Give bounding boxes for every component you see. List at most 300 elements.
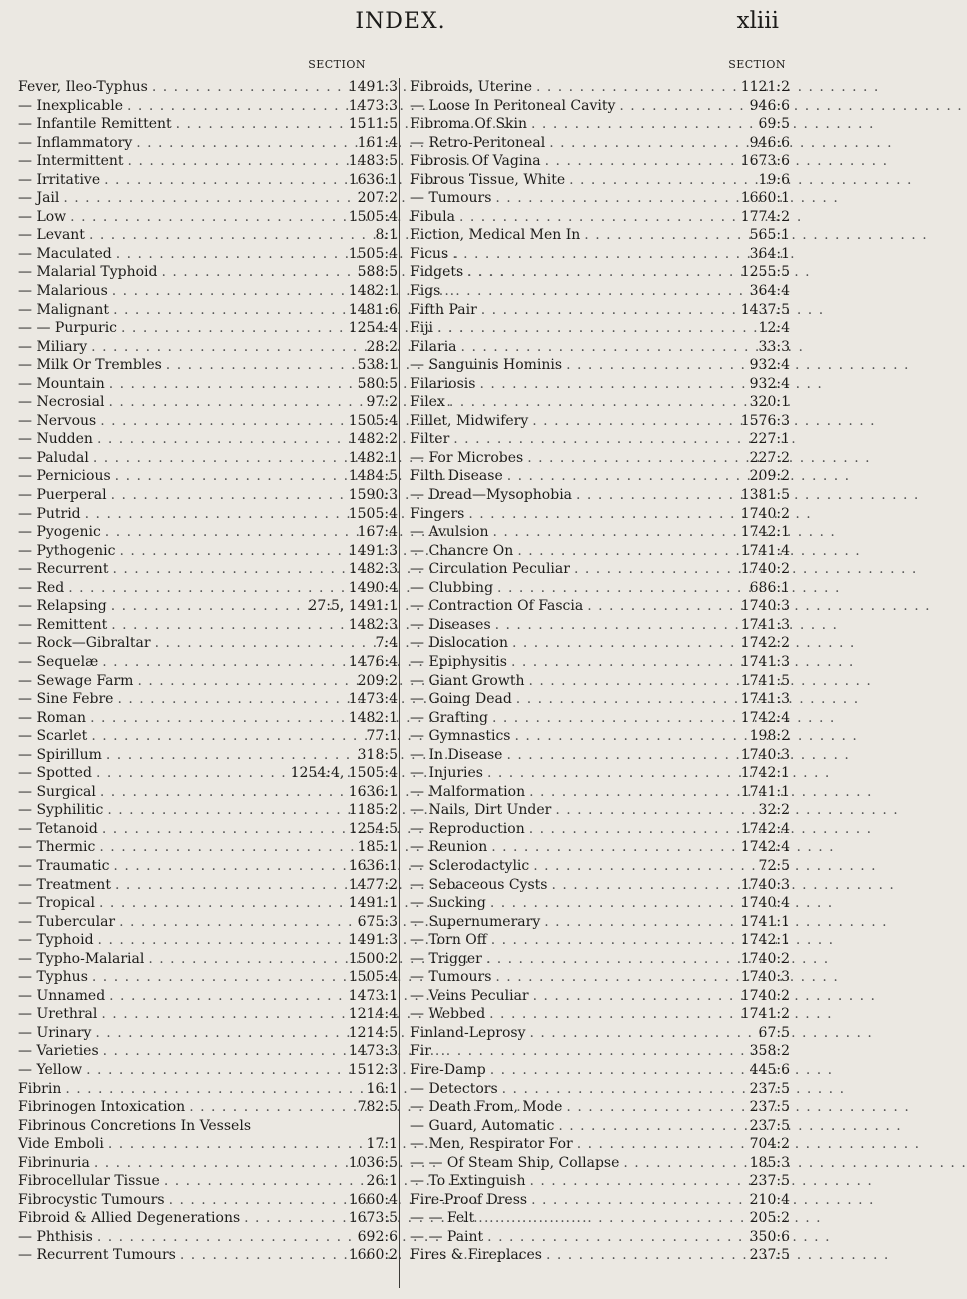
entry-term: — Torn Off	[410, 932, 487, 949]
entry-section-ref: 538:1	[357, 357, 398, 374]
index-entry	[410, 245, 790, 264]
section-column-label: SECTION	[728, 58, 786, 71]
index-entry	[410, 653, 790, 672]
dot-leader	[619, 1154, 749, 1173]
index-entry	[18, 467, 398, 486]
dot-leader	[96, 783, 349, 802]
entry-section-ref: 1673:6	[740, 153, 790, 170]
dot-leader	[160, 1172, 367, 1191]
page-title: INDEX.	[355, 9, 446, 34]
entry-section-ref: 210:4	[749, 1191, 790, 1208]
index-entry	[18, 560, 398, 579]
index-entry	[410, 931, 790, 950]
dot-leader	[105, 987, 349, 1006]
entry-section-ref: 1473:3	[348, 97, 398, 114]
dot-leader	[59, 189, 357, 208]
dot-leader	[542, 1246, 750, 1265]
dot-leader	[485, 1005, 741, 1024]
entry-section-ref: 686:1	[749, 579, 790, 596]
entry-term: Fires & Fireplaces	[410, 1247, 542, 1264]
dot-leader	[82, 1061, 349, 1080]
entry-term: — Varieties	[18, 1043, 99, 1060]
dot-leader	[507, 653, 741, 672]
entry-section-ref: 1740:2	[740, 987, 790, 1004]
dot-leader	[463, 263, 741, 282]
index-entry	[18, 486, 398, 505]
index-entry	[410, 1080, 790, 1099]
entry-term: — Putrid	[18, 505, 81, 522]
index-entry	[410, 208, 790, 227]
entry-section-ref: 1254:4, 1505:4	[290, 765, 398, 782]
entry-term: — Low	[18, 208, 67, 225]
dot-leader	[580, 226, 749, 245]
index-entry	[18, 523, 398, 542]
entry-term: Fibrinous Concretions In Vessels	[18, 1117, 252, 1134]
dot-leader	[91, 1024, 348, 1043]
index-entry	[410, 913, 790, 932]
dot-leader	[104, 1135, 367, 1154]
entry-section-ref: 1741:3	[740, 653, 790, 670]
entry-term: — Urethral	[18, 1006, 98, 1023]
index-entry	[410, 412, 790, 431]
index-entry	[410, 1246, 790, 1265]
entry-term: — Epiphysitis	[410, 653, 507, 670]
entry-section-ref: 1505:4	[348, 245, 398, 262]
entry-section-ref: 932:4	[749, 375, 790, 392]
entry-term: — Going Dead	[410, 691, 512, 708]
dot-leader	[583, 597, 741, 616]
index-entry	[410, 393, 790, 412]
dot-leader	[158, 263, 358, 282]
dot-leader	[474, 1209, 749, 1228]
entry-term: — Chancre On	[410, 542, 514, 559]
entry-section-ref: 237:5	[749, 1080, 790, 1097]
index-entry	[410, 171, 790, 190]
entry-section-ref: 1254:5	[348, 820, 398, 837]
entry-section-ref: 1505:4	[348, 412, 398, 429]
dot-leader	[107, 597, 309, 616]
entry-section-ref: 32:2	[758, 802, 790, 819]
index-entry	[18, 1117, 398, 1136]
index-entry	[410, 894, 790, 913]
dot-leader	[112, 245, 349, 264]
entry-section-ref: 1473:1	[348, 987, 398, 1004]
entry-section-ref: 946:6	[749, 134, 790, 151]
dot-leader	[87, 727, 366, 746]
dot-leader	[101, 523, 358, 542]
entry-section-ref: 1473:3	[348, 1043, 398, 1060]
entry-term: — Sucking	[410, 895, 486, 912]
index-entry	[410, 1005, 790, 1024]
entry-term: Fiji	[410, 320, 434, 337]
entry-term: — Sanguinis Hominis	[410, 357, 563, 374]
entry-term: Fibrinogen Intoxication	[18, 1099, 186, 1116]
entry-term: — Paludal	[18, 449, 89, 466]
entry-term: — Rock—Gibraltar	[18, 635, 151, 652]
dot-leader	[90, 1154, 349, 1173]
entry-section-ref: 1741:4	[740, 542, 790, 559]
entry-term: — Contraction Of Fascia	[410, 598, 584, 615]
index-entry	[410, 189, 790, 208]
entry-section-ref: 1214:5	[348, 1024, 398, 1041]
index-entry	[410, 820, 790, 839]
entry-term: — Malformation	[410, 783, 526, 800]
index-entry	[18, 115, 398, 134]
index-entry	[18, 245, 398, 264]
entry-term: — Tetanoid	[18, 820, 98, 837]
entry-term: — Milk Or Trembles	[18, 357, 162, 374]
index-entry	[410, 430, 790, 449]
entry-term: — Malarial Typhoid	[18, 264, 158, 281]
entry-section-ref: 1482:2	[348, 431, 398, 448]
dot-leader	[491, 189, 740, 208]
entry-term: Fire-Damp	[410, 1061, 486, 1078]
dot-leader	[483, 764, 741, 783]
entry-section-ref: 1741:1	[740, 913, 790, 930]
index-entry	[410, 672, 790, 691]
entry-term: Filaria	[410, 338, 457, 355]
dot-leader	[89, 449, 349, 468]
entry-section-ref: 1482:1	[348, 449, 398, 466]
entry-section-ref: 1490:4	[348, 579, 398, 596]
dot-leader	[529, 987, 741, 1006]
entry-term: — Pernicious	[18, 468, 111, 485]
entry-term: — Pythogenic	[18, 542, 116, 559]
index-entry	[410, 709, 790, 728]
dot-leader	[483, 1228, 749, 1247]
dot-leader	[165, 1191, 349, 1210]
entry-section-ref: 19:6	[758, 171, 790, 188]
dot-leader	[105, 375, 358, 394]
entry-section-ref: 350:6	[749, 1228, 790, 1245]
entry-section-ref: 946:6	[749, 97, 790, 114]
entry-section-ref: 1121:2	[740, 79, 790, 95]
entry-section-ref: 1742:2	[740, 635, 790, 652]
index-entry	[410, 226, 790, 245]
left-entry-list	[18, 78, 398, 1265]
dot-leader	[525, 1172, 749, 1191]
entry-section-ref: 1481:6	[348, 301, 398, 318]
entry-section-ref: 1505:4	[348, 505, 398, 522]
entry-term: — Miliary	[18, 338, 88, 355]
index-entry	[18, 282, 398, 301]
dot-leader	[61, 1080, 366, 1099]
entry-term: — Loose In Peritoneal Cavity	[410, 97, 616, 114]
entry-section-ref: 1742:1	[740, 932, 790, 949]
dot-leader	[541, 152, 741, 171]
entry-term: — Surgical	[18, 783, 96, 800]
entry-term: — Levant	[18, 227, 85, 244]
dot-leader	[107, 486, 349, 505]
index-entry	[410, 263, 790, 282]
dot-leader	[562, 1098, 749, 1117]
right-column	[410, 58, 790, 1265]
dot-leader	[547, 876, 740, 895]
entry-section-ref: 675:3	[357, 913, 398, 930]
entry-term: — Sclerodactylic	[410, 857, 530, 874]
dot-leader	[445, 393, 750, 412]
dot-leader	[172, 115, 349, 134]
entry-section-ref: 1741:3	[740, 616, 790, 633]
dot-leader	[570, 560, 741, 579]
index-entry	[410, 579, 790, 598]
entry-term: — Detectors	[410, 1080, 498, 1097]
entry-term: — — Paint	[410, 1228, 484, 1245]
index-entry	[18, 838, 398, 857]
entry-term: — — Felt	[410, 1210, 475, 1227]
entry-term: — Veins Peculiar	[410, 987, 529, 1004]
index-entry	[410, 690, 790, 709]
index-entry	[18, 987, 398, 1006]
entry-term: — Treatment	[18, 876, 111, 893]
entry-section-ref: 1437:5	[740, 301, 790, 318]
entry-term: — Circulation Peculiar	[410, 561, 570, 578]
index-entry	[18, 134, 398, 153]
dot-leader	[448, 245, 749, 264]
dot-leader	[526, 1024, 759, 1043]
entry-term: Finland-Leprosy	[410, 1024, 526, 1041]
entry-section-ref: 1255:5	[740, 264, 790, 281]
entry-section-ref: 1505:4	[348, 208, 398, 225]
entry-section-ref: 1660:2	[348, 1247, 398, 1264]
index-entry	[410, 1117, 790, 1136]
entry-section-ref: 1673:5	[348, 1210, 398, 1227]
index-entry	[18, 579, 398, 598]
entry-term: — Tumours	[410, 969, 492, 986]
page-number: xliii	[736, 8, 779, 34]
entry-term: — Sebaceous Cysts	[410, 876, 548, 893]
entry-term: — Thermic	[18, 839, 96, 856]
entry-term: Fifth Pair	[410, 301, 477, 318]
dot-leader	[573, 1135, 750, 1154]
dot-leader	[431, 1042, 750, 1061]
left-column	[18, 58, 398, 1265]
entry-term: — Giant Growth	[410, 672, 525, 689]
entry-section-ref: 237:5	[749, 1247, 790, 1264]
index-entry	[18, 950, 398, 969]
dot-leader	[115, 542, 348, 561]
index-entry	[18, 746, 398, 765]
entry-section-ref: 1511:5	[348, 116, 398, 133]
dot-leader	[103, 801, 348, 820]
dot-leader	[123, 97, 349, 116]
entry-section-ref: 1741:5	[740, 672, 790, 689]
entry-section-ref: 227:1	[749, 431, 790, 448]
entry-section-ref: 1576:3	[740, 412, 790, 429]
index-entry	[410, 1209, 790, 1228]
entry-term: — Puerperal	[18, 487, 107, 504]
entry-section-ref: 1742:1	[740, 765, 790, 782]
dot-leader	[527, 115, 759, 134]
entry-term: Fever, Ileo-Typhus	[18, 79, 148, 95]
index-entry	[18, 709, 398, 728]
entry-term: — Typhoid	[18, 932, 94, 949]
entry-section-ref: 1491:3	[348, 932, 398, 949]
dot-leader	[95, 894, 349, 913]
index-entry	[410, 1191, 790, 1210]
entry-section-ref: 7:4	[375, 635, 398, 652]
dot-leader	[96, 412, 349, 431]
dot-leader	[133, 672, 357, 691]
entry-term: — Irritative	[18, 171, 101, 188]
index-entry	[18, 672, 398, 691]
entry-term: — Dread—Mysophobia	[410, 487, 573, 504]
dot-leader	[111, 467, 349, 486]
dot-leader	[100, 171, 349, 190]
index-entry	[18, 931, 398, 950]
entry-term: Fibrous Tissue, White	[410, 171, 566, 188]
entry-term: — Malignant	[18, 301, 110, 318]
dot-leader	[132, 134, 357, 153]
entry-section-ref: 17:1	[366, 1136, 398, 1153]
index-entry	[18, 356, 398, 375]
dot-leader	[185, 1098, 357, 1117]
entry-term: — Necrosial	[18, 394, 105, 411]
entry-term: Fillet, Midwifery	[410, 412, 529, 429]
dot-leader	[477, 301, 741, 320]
index-entry	[410, 764, 790, 783]
entry-section-ref: 1740:2	[740, 950, 790, 967]
entry-section-ref: 1742:4	[740, 820, 790, 837]
entry-term: Fibrocystic Tumours	[18, 1191, 165, 1208]
entry-section-ref: 1636:1	[348, 857, 398, 874]
entry-term: — Tumours	[410, 190, 492, 207]
entry-term: — Maculated	[18, 245, 112, 262]
index-entry	[410, 1135, 790, 1154]
index-entry	[18, 542, 398, 561]
dot-leader	[551, 801, 758, 820]
dot-leader	[95, 838, 357, 857]
entry-section-ref: 72:5	[758, 857, 790, 874]
index-entry	[410, 950, 790, 969]
index-entry	[18, 913, 398, 932]
entry-term: — Diseases	[410, 616, 491, 633]
index-entry	[18, 375, 398, 394]
index-entry	[18, 78, 398, 97]
entry-section-ref: 1741:2	[740, 1006, 790, 1023]
entry-term: — — Purpuric	[18, 320, 118, 337]
entry-term: — Sewage Farm	[18, 672, 134, 689]
index-entry	[410, 1098, 790, 1117]
dot-leader	[475, 375, 749, 394]
index-entry	[18, 634, 398, 653]
index-entry	[18, 653, 398, 672]
index-entry	[410, 1154, 790, 1173]
index-entry	[410, 746, 790, 765]
dot-leader	[486, 1061, 750, 1080]
entry-term: — Grafting	[410, 709, 488, 726]
dot-leader	[107, 616, 349, 635]
index-entry	[18, 1135, 398, 1154]
entry-section-ref: 364:4	[749, 283, 790, 300]
index-entry	[18, 820, 398, 839]
entry-section-ref: 1473:4	[348, 691, 398, 708]
entry-term: — Reunion	[410, 839, 488, 856]
dot-leader	[457, 338, 759, 357]
entry-term: — Tubercular	[18, 913, 116, 930]
index-entry	[18, 430, 398, 449]
entry-term: — Inflammatory	[18, 134, 133, 151]
entry-term: — Spotted	[18, 765, 92, 782]
entry-section-ref: 1491:3	[348, 542, 398, 559]
index-entry	[18, 171, 398, 190]
entry-term: Filter	[410, 431, 450, 448]
entry-term: — To Extinguish	[410, 1173, 526, 1190]
entry-term: — Men, Respirator For	[410, 1136, 573, 1153]
index-entry	[18, 876, 398, 895]
index-entry	[18, 263, 398, 282]
index-entry	[18, 1005, 398, 1024]
entry-section-ref: 1381:5	[740, 487, 790, 504]
entry-term: — Pyogenic	[18, 524, 101, 541]
index-entry	[18, 338, 398, 357]
entry-term: Fibrin	[18, 1080, 62, 1097]
dot-leader	[527, 1191, 750, 1210]
entry-section-ref: 1740:3	[740, 598, 790, 615]
entry-term: — Supernumerary	[410, 913, 541, 930]
dot-leader	[109, 301, 349, 320]
entry-section-ref: 8:1	[375, 227, 398, 244]
entry-term: — Roman	[18, 709, 87, 726]
entry-section-ref: 28:2	[366, 338, 398, 355]
index-entry	[410, 301, 790, 320]
dot-leader	[491, 968, 740, 987]
entry-term: — Death From, Mode	[410, 1099, 563, 1116]
dot-leader	[176, 1246, 349, 1265]
entry-term: — Typho-Malarial	[18, 950, 145, 967]
dot-leader	[148, 78, 349, 97]
entry-term: — Intermittent	[18, 153, 124, 170]
entry-term: — Sine Febre	[18, 691, 114, 708]
entry-section-ref: 69:5	[758, 116, 790, 133]
dot-leader	[97, 1005, 348, 1024]
index-entry	[410, 523, 790, 542]
entry-term: — Typhus	[18, 969, 88, 986]
index-entry	[18, 1228, 398, 1247]
index-entry	[410, 968, 790, 987]
index-entry	[410, 1172, 790, 1191]
dot-leader	[113, 690, 348, 709]
entry-section-ref: 1482:1	[348, 709, 398, 726]
dot-leader	[111, 876, 349, 895]
index-entry	[410, 1024, 790, 1043]
index-entry	[18, 97, 398, 116]
dot-leader	[92, 764, 291, 783]
dot-leader	[85, 226, 376, 245]
entry-section-ref: 161:4	[357, 134, 398, 151]
entry-section-ref: 1660:1	[740, 190, 790, 207]
dot-leader	[493, 579, 750, 598]
entry-section-ref: 227:2	[749, 449, 790, 466]
index-entry	[410, 115, 790, 134]
entry-section-ref: 167:4	[357, 524, 398, 541]
index-entry	[18, 894, 398, 913]
entry-section-ref: 1741:3	[740, 691, 790, 708]
entry-section-ref: 1484:5	[348, 468, 398, 485]
column-divider	[399, 78, 400, 1288]
dot-leader	[87, 338, 366, 357]
index-entry	[18, 727, 398, 746]
entry-section-ref: 358:2	[749, 1043, 790, 1060]
dot-leader	[64, 579, 348, 598]
section-column-label: SECTION	[308, 58, 366, 71]
index-entry	[18, 857, 398, 876]
entry-term: Fibrosis Of Vagina	[410, 153, 541, 170]
entry-section-ref: 1491:1	[348, 895, 398, 912]
index-entry	[18, 1061, 398, 1080]
dot-leader	[102, 746, 358, 765]
dot-leader	[489, 523, 741, 542]
